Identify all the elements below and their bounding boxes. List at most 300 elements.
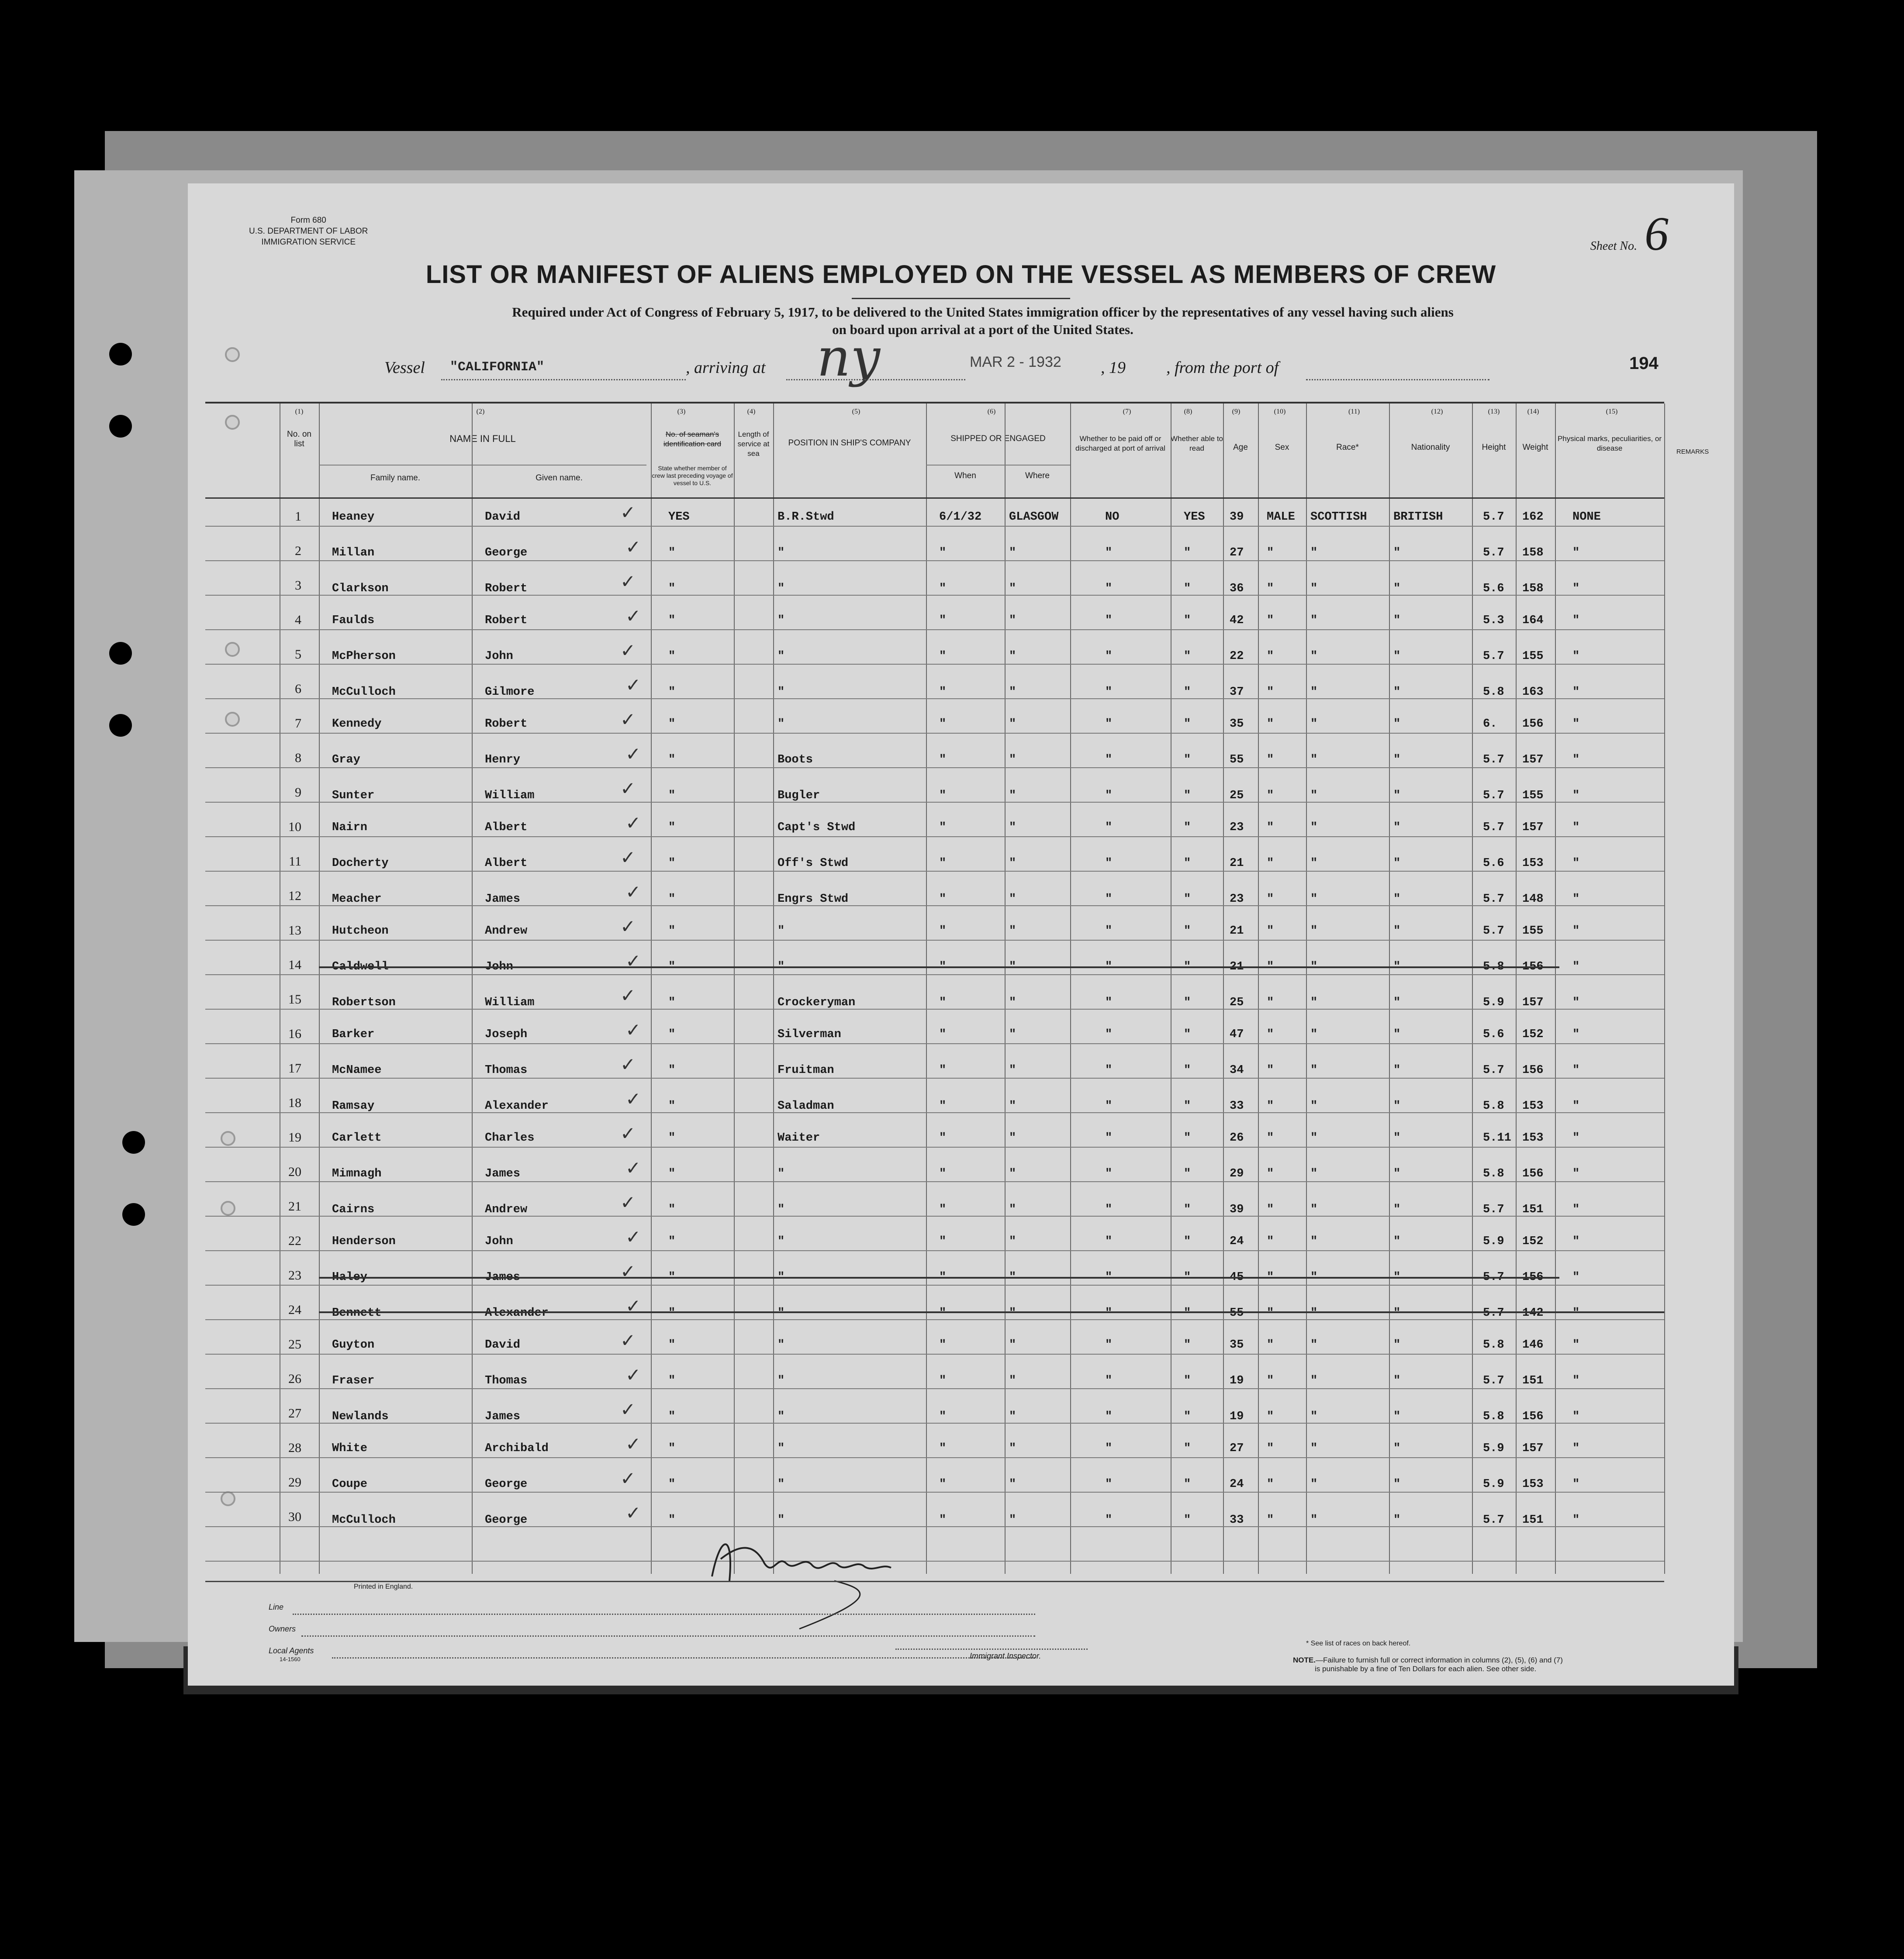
row-rule	[205, 1250, 1664, 1251]
shipped-when: "	[939, 996, 947, 1009]
given-name: Robert	[485, 717, 528, 731]
paid-off: "	[1105, 1235, 1113, 1248]
race: "	[1310, 1307, 1318, 1320]
race: "	[1310, 753, 1318, 766]
position: Fruitman	[777, 1064, 834, 1077]
shipped-where: GLASGOW	[1009, 510, 1059, 524]
binder-hole	[122, 1131, 145, 1154]
col-num: (4)	[747, 408, 756, 415]
sex: "	[1267, 1131, 1274, 1145]
check-mark-icon: ✓	[625, 881, 641, 903]
physical-marks: "	[1572, 1307, 1580, 1320]
position: Capt's Stwd	[777, 821, 856, 834]
shipped-when: 6/1/32	[939, 510, 982, 524]
position: "	[777, 1235, 785, 1248]
able-read: "	[1184, 582, 1191, 595]
age: 23	[1230, 893, 1244, 906]
physical-marks: "	[1572, 1100, 1580, 1113]
vessel-label: Vessel	[384, 359, 425, 377]
footer-form-code: 14-1560	[280, 1656, 301, 1662]
shipped-when: "	[939, 1028, 947, 1041]
binder-hole	[109, 714, 132, 737]
col-num: (15)	[1606, 408, 1618, 415]
height: 5.7	[1483, 924, 1504, 938]
nationality: "	[1393, 924, 1401, 938]
note-line-2: is punishable by a fine of Ten Dollars for each alien. See other side.	[1315, 1665, 1537, 1673]
shipped-where: "	[1009, 857, 1016, 870]
seamans-card: "	[668, 996, 676, 1009]
seamans-card: "	[668, 753, 676, 766]
sex: "	[1267, 1203, 1274, 1216]
paid-off: "	[1105, 582, 1113, 595]
header-name-in-full: NAME IN FULL	[449, 433, 516, 444]
seamans-card: YES	[668, 510, 690, 524]
shipped-when: "	[939, 546, 947, 559]
nationality: "	[1393, 582, 1401, 595]
col-num: (8)	[1184, 408, 1192, 415]
column-rule	[773, 404, 774, 1574]
race: "	[1310, 1064, 1318, 1077]
race: "	[1310, 1442, 1318, 1455]
row-rule	[205, 1112, 1664, 1113]
check-mark-icon: ✓	[625, 1019, 641, 1041]
sex: "	[1267, 1338, 1274, 1352]
paid-off: "	[1105, 1100, 1113, 1113]
sex: "	[1267, 924, 1274, 938]
age: 35	[1230, 1338, 1244, 1352]
family-name: Mimnagh	[332, 1167, 382, 1180]
physical-marks: "	[1572, 1064, 1580, 1077]
row-rule	[205, 940, 1664, 941]
shipped-where: "	[1009, 1442, 1016, 1455]
weight: 152	[1522, 1235, 1544, 1248]
row-rule	[205, 974, 1664, 975]
sex: "	[1267, 753, 1274, 766]
seamans-card: "	[668, 1167, 676, 1180]
date-stamp: MAR 2 - 1932	[970, 354, 1061, 370]
race: "	[1310, 1271, 1318, 1284]
row-rule	[205, 1388, 1664, 1389]
age: 36	[1230, 582, 1244, 595]
age: 25	[1230, 789, 1244, 802]
position: Bugler	[777, 789, 820, 802]
sex: "	[1267, 821, 1274, 834]
paid-off: "	[1105, 1028, 1113, 1041]
shipped-where: "	[1009, 1514, 1016, 1527]
footer-rule	[205, 1581, 1664, 1582]
shipped-where: "	[1009, 686, 1016, 699]
header-shipped: SHIPPED OR ENGAGED	[950, 434, 1046, 443]
able-read: YES	[1184, 510, 1205, 524]
family-name: McCulloch	[332, 686, 396, 699]
given-name: Albert	[485, 857, 528, 870]
able-read: "	[1184, 686, 1191, 699]
position: Saladman	[777, 1100, 834, 1113]
able-read: "	[1184, 1410, 1191, 1423]
shipped-when: "	[939, 1442, 947, 1455]
row-number: 5	[295, 647, 301, 662]
able-read: "	[1184, 1100, 1191, 1113]
family-name: Henderson	[332, 1235, 396, 1248]
age: 45	[1230, 1271, 1244, 1284]
row-number: 15	[288, 992, 301, 1007]
age: 39	[1230, 1203, 1244, 1216]
physical-marks: "	[1572, 717, 1580, 731]
binder-hole	[122, 1203, 145, 1226]
column-rule	[319, 404, 320, 1574]
shipped-when: "	[939, 924, 947, 938]
shipped-where: "	[1009, 1203, 1016, 1216]
sex: "	[1267, 546, 1274, 559]
shipped-where: "	[1009, 1307, 1016, 1320]
given-name: John	[485, 1235, 513, 1248]
age: 42	[1230, 614, 1244, 627]
given-name: Alexander	[485, 1307, 549, 1320]
row-number: 23	[288, 1268, 301, 1283]
race: "	[1310, 1167, 1318, 1180]
weight: 163	[1522, 686, 1544, 699]
age: 22	[1230, 650, 1244, 663]
column-rule	[1070, 404, 1071, 1574]
nationality: "	[1393, 960, 1401, 973]
shipped-where: "	[1009, 1271, 1016, 1284]
race: "	[1310, 1514, 1318, 1527]
sex: "	[1267, 857, 1274, 870]
form-header	[249, 215, 368, 248]
height: 5.8	[1483, 1167, 1504, 1180]
paid-off: "	[1105, 686, 1113, 699]
able-read: "	[1184, 821, 1191, 834]
shipped-where: "	[1009, 1374, 1016, 1387]
nationality: "	[1393, 1100, 1401, 1113]
weight: 156	[1522, 1064, 1544, 1077]
document-subtitle	[354, 304, 1612, 338]
col-num: (13)	[1488, 408, 1500, 415]
age: 19	[1230, 1374, 1244, 1387]
col-num: (7)	[1123, 408, 1131, 415]
able-read: "	[1184, 614, 1191, 627]
race: "	[1310, 686, 1318, 699]
check-mark-icon: ✓	[625, 1157, 641, 1179]
given-name: Henry	[485, 753, 521, 766]
binder-hole	[109, 415, 132, 438]
age: 23	[1230, 821, 1244, 834]
weight: 153	[1522, 1478, 1544, 1491]
seamans-card: "	[668, 821, 676, 834]
check-mark-icon: ✓	[625, 1502, 641, 1524]
header-sex: Sex	[1275, 443, 1289, 452]
check-mark-icon: ✓	[620, 1261, 636, 1282]
position: "	[777, 686, 785, 699]
family-name: Heaney	[332, 510, 375, 524]
weight: 158	[1522, 546, 1544, 559]
note-line-1: —Failure to furnish full or correct information in columns (2), (5), (6) and (7)	[1315, 1656, 1563, 1664]
sex: MALE	[1267, 510, 1295, 524]
nationality: "	[1393, 717, 1401, 731]
nationality: "	[1393, 1338, 1401, 1352]
age: 21	[1230, 857, 1244, 870]
able-read: "	[1184, 1064, 1191, 1077]
seamans-card: "	[668, 893, 676, 906]
able-read: "	[1184, 893, 1191, 906]
manifest-sheet	[188, 183, 1734, 1686]
row-number: 30	[288, 1510, 301, 1524]
shipped-where: "	[1009, 1478, 1016, 1491]
check-mark-icon: ✓	[620, 778, 636, 799]
document-title: LIST OR MANIFEST OF ALIENS EMPLOYED ON THE VESSEL AS MEMBERS OF CREW	[425, 260, 1496, 289]
race: "	[1310, 924, 1318, 938]
seamans-card: "	[668, 546, 676, 559]
seamans-card: "	[668, 857, 676, 870]
height: 5.6	[1483, 582, 1504, 595]
sex: "	[1267, 614, 1274, 627]
paid-off: "	[1105, 1131, 1113, 1145]
column-rule	[1516, 404, 1517, 1574]
position: "	[777, 1203, 785, 1216]
seamans-card: "	[668, 717, 676, 731]
physical-marks: "	[1572, 857, 1580, 870]
arriving-label: , arriving at	[686, 359, 766, 377]
column-rule	[472, 404, 473, 1574]
header-weight: Weight	[1522, 443, 1548, 452]
row-number: 3	[295, 578, 301, 593]
height: 5.7	[1483, 753, 1504, 766]
shipped-when: "	[939, 686, 947, 699]
sheet-number-value: 6	[1645, 207, 1669, 260]
family-name: Meacher	[332, 893, 382, 906]
paid-off: "	[1105, 1307, 1113, 1320]
sex: "	[1267, 996, 1274, 1009]
shipped-where: "	[1009, 960, 1016, 973]
column-rule	[1258, 404, 1259, 1574]
seamans-card: "	[668, 924, 676, 938]
shipped-when: "	[939, 1064, 947, 1077]
shipped-when: "	[939, 1338, 947, 1352]
age: 26	[1230, 1131, 1244, 1145]
weight: 155	[1522, 924, 1544, 938]
shipped-where: "	[1009, 1410, 1016, 1423]
sex: "	[1267, 1235, 1274, 1248]
col-num: (11)	[1348, 408, 1360, 415]
weight: 153	[1522, 1131, 1544, 1145]
age: 27	[1230, 546, 1244, 559]
subtitle-line-1: Required under Act of Congress of February 5, 1917, to be delivered to the United States immigration officer by the representatives of any vessel having such aliens	[512, 304, 1454, 320]
shipped-when: "	[939, 821, 947, 834]
weight: 164	[1522, 614, 1544, 627]
race: "	[1310, 996, 1318, 1009]
paid-off: NO	[1105, 510, 1120, 524]
height: 5.9	[1483, 1442, 1504, 1455]
position: Waiter	[777, 1131, 820, 1145]
able-read: "	[1184, 753, 1191, 766]
nationality: "	[1393, 1235, 1401, 1248]
sex: "	[1267, 789, 1274, 802]
nationality: "	[1393, 546, 1401, 559]
physical-marks: "	[1572, 1410, 1580, 1423]
height: 5.9	[1483, 996, 1504, 1009]
weight: 158	[1522, 582, 1544, 595]
check-mark-icon: ✓	[625, 605, 641, 627]
seamans-card: "	[668, 582, 676, 595]
shipped-when: "	[939, 753, 947, 766]
position: "	[777, 924, 785, 938]
family-name: White	[332, 1442, 368, 1455]
able-read: "	[1184, 717, 1191, 731]
height: 5.7	[1483, 650, 1504, 663]
race: "	[1310, 582, 1318, 595]
arriving-dotline	[786, 379, 965, 380]
from-port-label: , from the port of	[1166, 359, 1279, 377]
age: 25	[1230, 996, 1244, 1009]
race: "	[1310, 893, 1318, 906]
shipped-when: "	[939, 614, 947, 627]
given-name: William	[485, 789, 535, 802]
seamans-card: "	[668, 1338, 676, 1352]
family-name: Barker	[332, 1028, 375, 1041]
race: "	[1310, 1028, 1318, 1041]
weight: 142	[1522, 1307, 1544, 1320]
seamans-card: "	[668, 1514, 676, 1527]
nationality: "	[1393, 1478, 1401, 1491]
shipped-when: "	[939, 650, 947, 663]
header-seamans-card-note: State whether member of crew last preceding voyage of vessel to U.S.	[652, 465, 733, 486]
column-rule	[1555, 404, 1556, 1574]
header-bottom-rule	[205, 497, 1664, 499]
header-when: When	[954, 471, 976, 480]
column-rule	[651, 404, 652, 1574]
row-number: 20	[288, 1165, 301, 1179]
check-mark-icon: ✓	[620, 1192, 636, 1213]
height: 5.11	[1483, 1131, 1511, 1145]
able-read: "	[1184, 960, 1191, 973]
position: Silverman	[777, 1028, 841, 1041]
weight: 157	[1522, 1442, 1544, 1455]
shipped-where: "	[1009, 996, 1016, 1009]
column-rule	[1306, 404, 1307, 1574]
seamans-card: "	[668, 1131, 676, 1145]
physical-marks: "	[1572, 1338, 1580, 1352]
footer-line-dotline	[293, 1614, 1035, 1615]
position: "	[777, 1514, 785, 1527]
position: "	[777, 1271, 785, 1284]
physical-marks: "	[1572, 614, 1580, 627]
family-name: Millan	[332, 546, 375, 559]
row-number: 17	[288, 1061, 301, 1076]
check-mark-icon: ✓	[620, 985, 636, 1006]
nationality: "	[1393, 1167, 1401, 1180]
position: Boots	[777, 753, 813, 766]
vessel-name: "CALIFORNIA"	[450, 360, 545, 375]
race: "	[1310, 1131, 1318, 1145]
able-read: "	[1184, 1271, 1191, 1284]
nationality: "	[1393, 789, 1401, 802]
row-rule	[205, 767, 1664, 768]
sex: "	[1267, 1374, 1274, 1387]
header-remarks: REMARKS	[1676, 448, 1709, 455]
sex: "	[1267, 1028, 1274, 1041]
strikethrough-line	[319, 1311, 1664, 1313]
given-name: Archibald	[485, 1442, 549, 1455]
seamans-card: "	[668, 1100, 676, 1113]
title-rule	[852, 298, 1070, 299]
paid-off: "	[1105, 789, 1113, 802]
footer-owners-label: Owners	[269, 1624, 296, 1633]
check-mark-icon: ✓	[620, 571, 636, 592]
nationality: "	[1393, 1028, 1401, 1041]
nationality: "	[1393, 1203, 1401, 1216]
height: 5.7	[1483, 789, 1504, 802]
given-name: Gilmore	[485, 686, 535, 699]
sex: "	[1267, 1514, 1274, 1527]
shipped-where: "	[1009, 924, 1016, 938]
check-mark-icon: ✓	[620, 502, 636, 523]
sheet-number	[1590, 206, 1669, 262]
height: 5.7	[1483, 510, 1504, 524]
header-nationality: Nationality	[1411, 443, 1450, 452]
header-given-name: Given name.	[536, 473, 583, 483]
col-num: (10)	[1274, 408, 1286, 415]
weight: 162	[1522, 510, 1544, 524]
able-read: "	[1184, 1514, 1191, 1527]
age: 37	[1230, 686, 1244, 699]
shipped-when: "	[939, 789, 947, 802]
weight: 157	[1522, 996, 1544, 1009]
shipped-where: "	[1009, 614, 1016, 627]
age: 24	[1230, 1235, 1244, 1248]
able-read: "	[1184, 1374, 1191, 1387]
given-name: George	[485, 1478, 528, 1491]
physical-marks: "	[1572, 582, 1580, 595]
height: 5.8	[1483, 1410, 1504, 1423]
family-name: Caldwell	[332, 960, 389, 973]
paid-off: "	[1105, 1338, 1113, 1352]
paid-off: "	[1105, 717, 1113, 731]
row-number: 4	[295, 613, 301, 627]
row-number: 10	[288, 820, 301, 834]
row-rule	[205, 1009, 1664, 1010]
shipped-when: "	[939, 582, 947, 595]
given-name: William	[485, 996, 535, 1009]
weight: 146	[1522, 1338, 1544, 1352]
able-read: "	[1184, 1203, 1191, 1216]
shipped-when: "	[939, 1203, 947, 1216]
header-family-name: Family name.	[370, 473, 421, 483]
paid-off: "	[1105, 996, 1113, 1009]
form-number: Form 680	[290, 216, 326, 225]
physical-marks: "	[1572, 1131, 1580, 1145]
position: "	[777, 546, 785, 559]
paid-off: "	[1105, 614, 1113, 627]
row-number: 19	[288, 1130, 301, 1145]
header-able-read: Whether able to read	[1171, 435, 1223, 452]
seamans-card: "	[668, 1235, 676, 1248]
race: "	[1310, 546, 1318, 559]
row-rule	[205, 526, 1664, 527]
note-label: NOTE.	[1293, 1656, 1316, 1664]
footer-local-agents-label: Local Agents	[269, 1646, 314, 1655]
physical-marks: "	[1572, 924, 1580, 938]
given-name: Thomas	[485, 1064, 528, 1077]
seamans-card: "	[668, 1374, 676, 1387]
printed-in: Printed in England.	[354, 1583, 413, 1590]
footer-line-label: Line	[269, 1603, 284, 1611]
height: 5.8	[1483, 1100, 1504, 1113]
physical-marks: "	[1572, 893, 1580, 906]
shipped-where: "	[1009, 1167, 1016, 1180]
given-name: Robert	[485, 582, 528, 595]
position: "	[777, 614, 785, 627]
row-rule	[205, 1423, 1664, 1424]
